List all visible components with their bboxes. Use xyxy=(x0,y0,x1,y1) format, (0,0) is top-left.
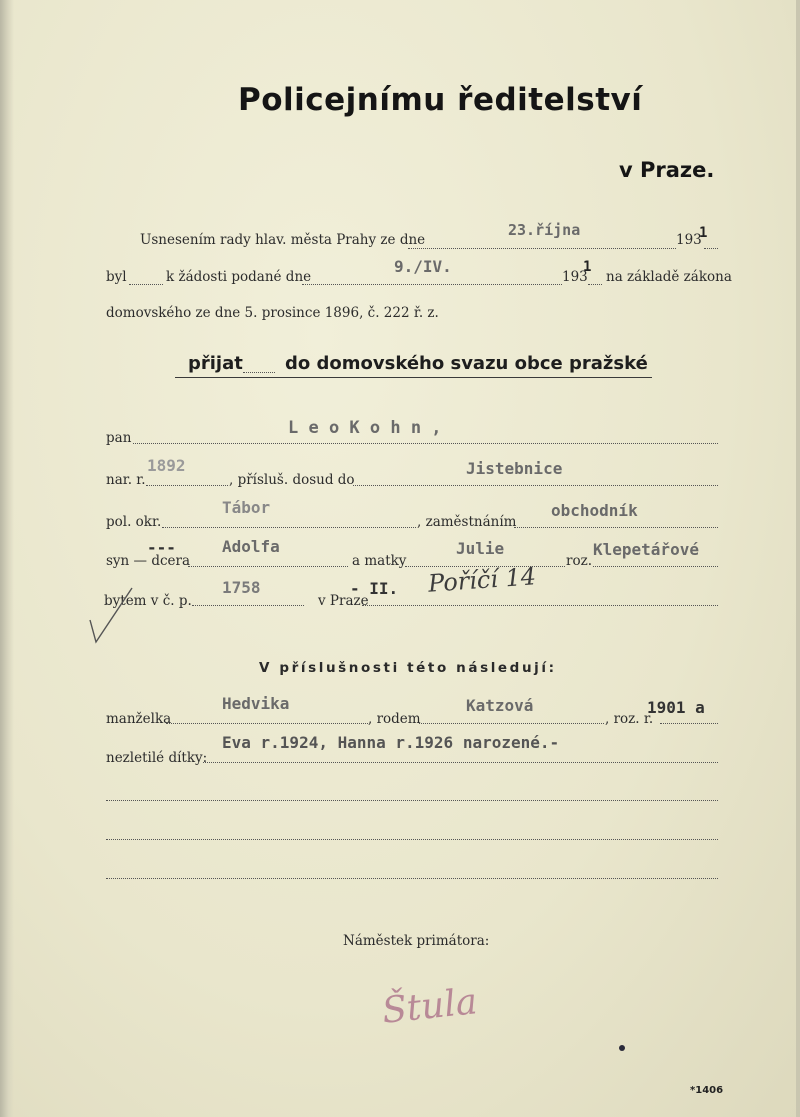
nar-label: nar. r. xyxy=(106,472,146,488)
application-label: k žádosti podané dne xyxy=(166,269,312,285)
wife-birth-year: 1901 a xyxy=(647,698,705,717)
mother-label: a matky xyxy=(352,553,407,569)
admission-underline xyxy=(175,377,652,378)
district-number: - II. xyxy=(350,579,399,598)
year-1-digit: 1 xyxy=(699,225,708,241)
occupation: obchodník xyxy=(551,501,638,520)
pan-label: pan xyxy=(106,430,132,446)
year-2-digit: 1 xyxy=(583,259,592,275)
street-handwritten: Poříčí 14 xyxy=(427,562,537,598)
district: Tábor xyxy=(222,498,271,517)
prislus-label: , přísluš. dosud do xyxy=(229,472,355,488)
house-number: 1758 xyxy=(222,578,261,597)
occupation-line xyxy=(514,527,718,528)
previous-domicile-line xyxy=(353,485,718,486)
year-1-prefix: 193 xyxy=(676,232,702,248)
children-line xyxy=(203,762,718,763)
wife-name: Hedvika xyxy=(222,694,290,713)
house-number-line xyxy=(192,605,304,606)
blank-line xyxy=(106,839,718,840)
residence-label: bytem v č. p. xyxy=(104,593,192,609)
mother-maiden-line xyxy=(593,566,718,567)
rodem-label: , rodem xyxy=(368,711,421,727)
family-heading: V příslušnosti této následují: xyxy=(259,660,557,676)
wife-name-line xyxy=(166,723,368,724)
year-1-line xyxy=(704,248,718,249)
person-name: L e o K o h n , xyxy=(288,418,442,438)
signature-label: Náměstek primátora: xyxy=(343,933,490,949)
resolution-date: 23.října xyxy=(508,221,581,239)
birth-year-line xyxy=(146,485,228,486)
roz-label: roz. xyxy=(566,553,592,569)
document-title: Policejnímu ředitelství xyxy=(238,82,643,118)
blank-line xyxy=(106,800,718,801)
street-line xyxy=(362,605,718,606)
paper-edge xyxy=(0,0,14,1117)
law-text: domovského ze dne 5. prosince 1896, č. 222 ř. z. xyxy=(106,305,439,321)
admission-prijat-line xyxy=(243,372,275,373)
admission-text: do domovského svazu obce pražské xyxy=(285,353,648,374)
resolution-label: Usnesením rady hlav. města Prahy ze dne xyxy=(140,232,426,248)
district-line xyxy=(162,527,416,528)
name-line xyxy=(133,443,718,444)
blank-line xyxy=(106,878,718,879)
wife-birth-line xyxy=(660,723,718,724)
father-line xyxy=(188,566,348,567)
application-date-line xyxy=(302,284,562,285)
wife-label: manželka xyxy=(106,711,172,727)
children-label: nezletilé dítky: xyxy=(106,750,208,766)
praha-label: v Praze xyxy=(318,593,369,609)
byl-label: byl xyxy=(106,269,127,285)
pol-okr-label: pol. okr. xyxy=(106,514,162,530)
signature: Štula xyxy=(380,981,480,1032)
birth-year: 1892 xyxy=(147,456,186,475)
checkmark-icon xyxy=(86,584,136,646)
law-label: na základě zákona xyxy=(606,269,732,285)
city-heading: v Praze. xyxy=(619,158,715,182)
application-date: 9./IV. xyxy=(394,257,452,276)
father-name: Adolfa xyxy=(222,537,280,556)
year-2-line xyxy=(588,284,602,285)
children: Eva r.1924, Hanna r.1926 narozené.- xyxy=(222,733,560,752)
syn-label: syn — dcera xyxy=(106,553,191,569)
syn-mark: --- xyxy=(147,538,176,557)
occupation-label: , zaměstnáním xyxy=(417,514,517,530)
admission-prijat: přijat xyxy=(188,353,243,374)
mother-name: Julie xyxy=(456,539,505,558)
wife-roz-label: , roz. r. xyxy=(605,711,654,727)
mother-maiden: Klepetářové xyxy=(593,540,699,559)
paper-right-edge xyxy=(796,0,800,1117)
ink-dot xyxy=(619,1045,625,1051)
wife-maiden-line xyxy=(419,723,604,724)
wife-maiden: Katzová xyxy=(466,696,534,715)
form-number: *1406 xyxy=(690,1085,724,1096)
year-2-prefix: 193 xyxy=(562,269,588,285)
previous-domicile: Jistebnice xyxy=(466,459,563,478)
byl-line xyxy=(129,284,163,285)
resolution-date-line xyxy=(408,248,676,249)
